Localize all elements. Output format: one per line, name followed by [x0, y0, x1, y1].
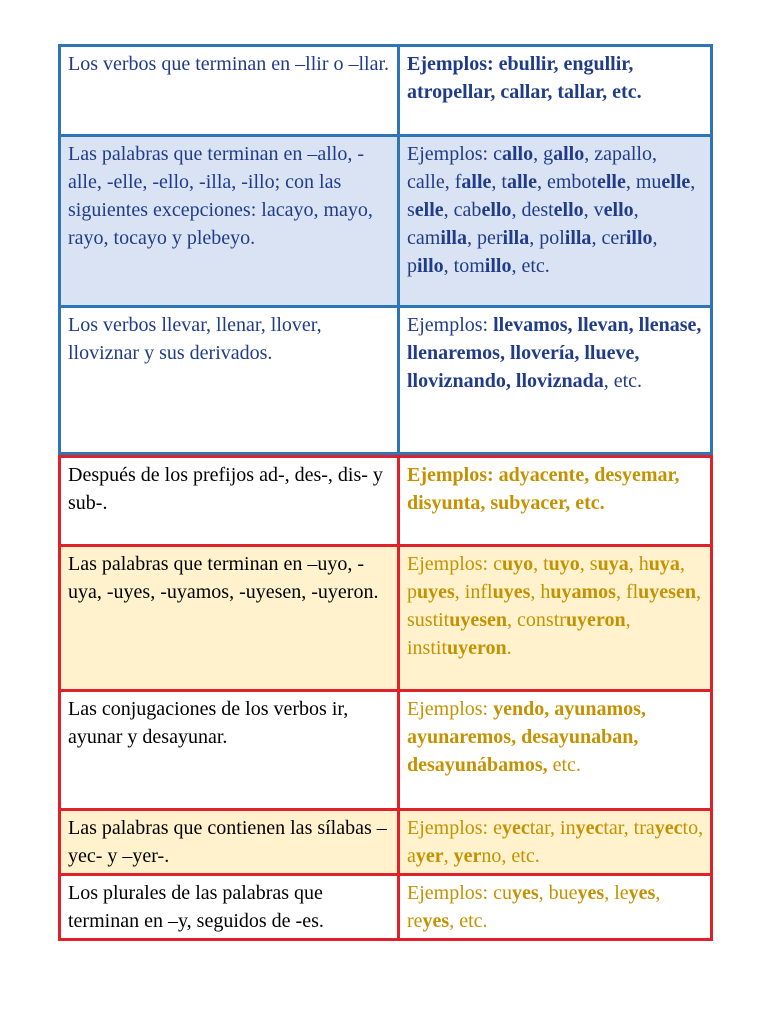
highlighted-example-text: yes — [577, 882, 605, 904]
example-text: . — [506, 637, 512, 659]
example-text: , v — [583, 199, 604, 221]
table-row — [60, 136, 712, 307]
table-row — [60, 457, 712, 546]
table-row — [60, 307, 712, 454]
example-text: to, a — [407, 817, 704, 867]
highlighted-example-text: yer — [453, 845, 482, 867]
table-row — [60, 875, 712, 940]
rule-cell: Las palabras que contienen las sílabas –yec- y –yer-. — [60, 810, 399, 875]
ll-rules-table — [58, 44, 713, 455]
highlighted-example-text: alle — [506, 171, 537, 193]
highlighted-example-text: uya — [648, 553, 680, 575]
highlighted-example-text: uya — [597, 553, 629, 575]
example-text: , h — [530, 581, 551, 603]
highlighted-example-text: illa — [502, 227, 530, 249]
example-text: , p — [407, 227, 658, 277]
example-text: no, etc. — [481, 845, 540, 867]
example-text: , infl — [454, 581, 493, 603]
highlighted-example-text: uyeron — [565, 609, 626, 631]
example-text: , s — [579, 553, 598, 575]
highlighted-example-text: Ejemplos: ebullir, engullir, atropellar, callar, tallar, etc. — [407, 53, 642, 103]
example-text: , per — [466, 227, 503, 249]
highlighted-example-text: uyes — [492, 581, 531, 603]
highlighted-example-text: illa — [564, 227, 592, 249]
highlighted-example-text: alle — [461, 171, 492, 193]
example-text: , s — [407, 171, 696, 221]
y-rules-table — [58, 455, 713, 941]
example-text: , etc. — [511, 255, 550, 277]
example-text: , — [443, 845, 454, 867]
example-text: Ejemplos: e — [407, 817, 502, 839]
highlighted-example-text: uyes — [417, 581, 455, 603]
example-text: , t — [491, 171, 507, 193]
example-text: , mu — [625, 171, 662, 193]
example-text: , re — [407, 882, 661, 932]
table-row — [60, 691, 712, 810]
example-text: , cer — [591, 227, 626, 249]
highlighted-example-text: yes — [511, 882, 539, 904]
example-text: , cab — [443, 199, 482, 221]
highlighted-example-text: illo — [484, 255, 512, 277]
highlighted-example-text: allo — [553, 143, 585, 165]
table-row — [60, 810, 712, 875]
example-text: , zapallo, calle, f — [407, 143, 657, 193]
highlighted-example-text: ello — [603, 199, 634, 221]
examples-cell — [399, 691, 712, 810]
highlighted-example-text: yec — [654, 817, 683, 839]
highlighted-example-text: yendo, ayunamos, ayunaremos, desayunaban, desayunábamos, — [407, 698, 646, 776]
highlighted-example-text: elle — [414, 199, 444, 221]
rule-cell: Después de los prefijos ad-, des-, dis- y sub-. — [60, 457, 399, 546]
highlighted-example-text: illo — [417, 255, 444, 277]
example-text: Ejemplos: c — [407, 143, 502, 165]
highlighted-example-text: yec — [575, 817, 604, 839]
examples-cell — [399, 875, 712, 940]
highlighted-example-text: yes — [422, 910, 450, 932]
example-text: , fl — [615, 581, 639, 603]
example-text: , bue — [538, 882, 578, 904]
highlighted-example-text: uyeron — [447, 637, 507, 659]
rule-cell: Los verbos que terminan en –llir o –llar. — [60, 46, 399, 136]
example-text: , embot — [536, 171, 597, 193]
example-text: , pol — [529, 227, 565, 249]
highlighted-example-text: illa — [440, 227, 467, 249]
example-text: , p — [407, 553, 685, 603]
highlighted-example-text: uyo — [501, 553, 534, 575]
rule-cell: Las conjugaciones de los verbos ir, ayunar y desayunar. — [60, 691, 399, 810]
example-text: , sustit — [407, 581, 701, 631]
examples-cell — [399, 810, 712, 875]
highlighted-example-text: uyesen — [638, 581, 696, 603]
rule-cell: Las palabras que terminan en –allo, -alle, -elle, -ello, -illa, -illo; con las siguientes excepciones: lacayo, mayo, rayo, tocayo y plebeyo. — [60, 136, 399, 307]
table-row — [60, 546, 712, 691]
examples-cell — [399, 46, 712, 136]
example-text: , le — [604, 882, 629, 904]
highlighted-example-text: elle — [596, 171, 626, 193]
highlighted-example-text: yer — [415, 845, 444, 867]
example-text: Ejemplos: cu — [407, 882, 512, 904]
highlighted-example-text: ello — [553, 199, 584, 221]
rules-sheet — [58, 44, 710, 941]
rule-cell: Los plurales de las palabras que terminan en –y, seguidos de -es. — [60, 875, 399, 940]
example-text: , tom — [443, 255, 485, 277]
example-text: Ejemplos: c — [407, 553, 502, 575]
rule-cell: Los verbos llevar, llenar, llover, lloviznar y sus derivados. — [60, 307, 399, 454]
example-text: , etc. — [449, 910, 488, 932]
example-text: etc. — [547, 754, 581, 776]
highlighted-example-text: allo — [501, 143, 534, 165]
examples-cell — [399, 307, 712, 454]
table-row — [60, 46, 712, 136]
example-text: tar, in — [529, 817, 576, 839]
examples-cell — [399, 136, 712, 307]
highlighted-example-text: Ejemplos: adyacente, desyemar, disyunta, subyacer, etc. — [407, 464, 680, 514]
example-text: tar, tra — [603, 817, 655, 839]
examples-cell — [399, 457, 712, 546]
example-text: , constr — [507, 609, 566, 631]
example-text: , t — [533, 553, 549, 575]
highlighted-example-text: yes — [628, 882, 656, 904]
example-text: , cam — [407, 199, 639, 249]
highlighted-example-text: uyesen — [449, 609, 508, 631]
example-text: , instit — [407, 609, 631, 659]
example-text: , etc. — [603, 370, 643, 392]
highlighted-example-text: llevamos, llevan, llenase, llenaremos, llovería, llueve, lloviznando, lloviznada — [407, 314, 702, 392]
highlighted-example-text: uyo — [548, 553, 580, 575]
highlighted-example-text: yec — [501, 817, 530, 839]
highlighted-example-text: illo — [625, 227, 653, 249]
highlighted-example-text: ello — [481, 199, 512, 221]
highlighted-example-text: elle — [661, 171, 691, 193]
rule-cell: Las palabras que terminan en –uyo, -uya, -uyes, -uyamos, -uyesen, -uyeron. — [60, 546, 399, 691]
example-text: , h — [628, 553, 649, 575]
examples-cell — [399, 546, 712, 691]
example-text: Ejemplos: — [407, 314, 494, 336]
highlighted-example-text: uyamos — [550, 581, 616, 603]
example-text: Ejemplos: — [407, 698, 494, 720]
example-text: , g — [533, 143, 554, 165]
example-text: , dest — [511, 199, 554, 221]
